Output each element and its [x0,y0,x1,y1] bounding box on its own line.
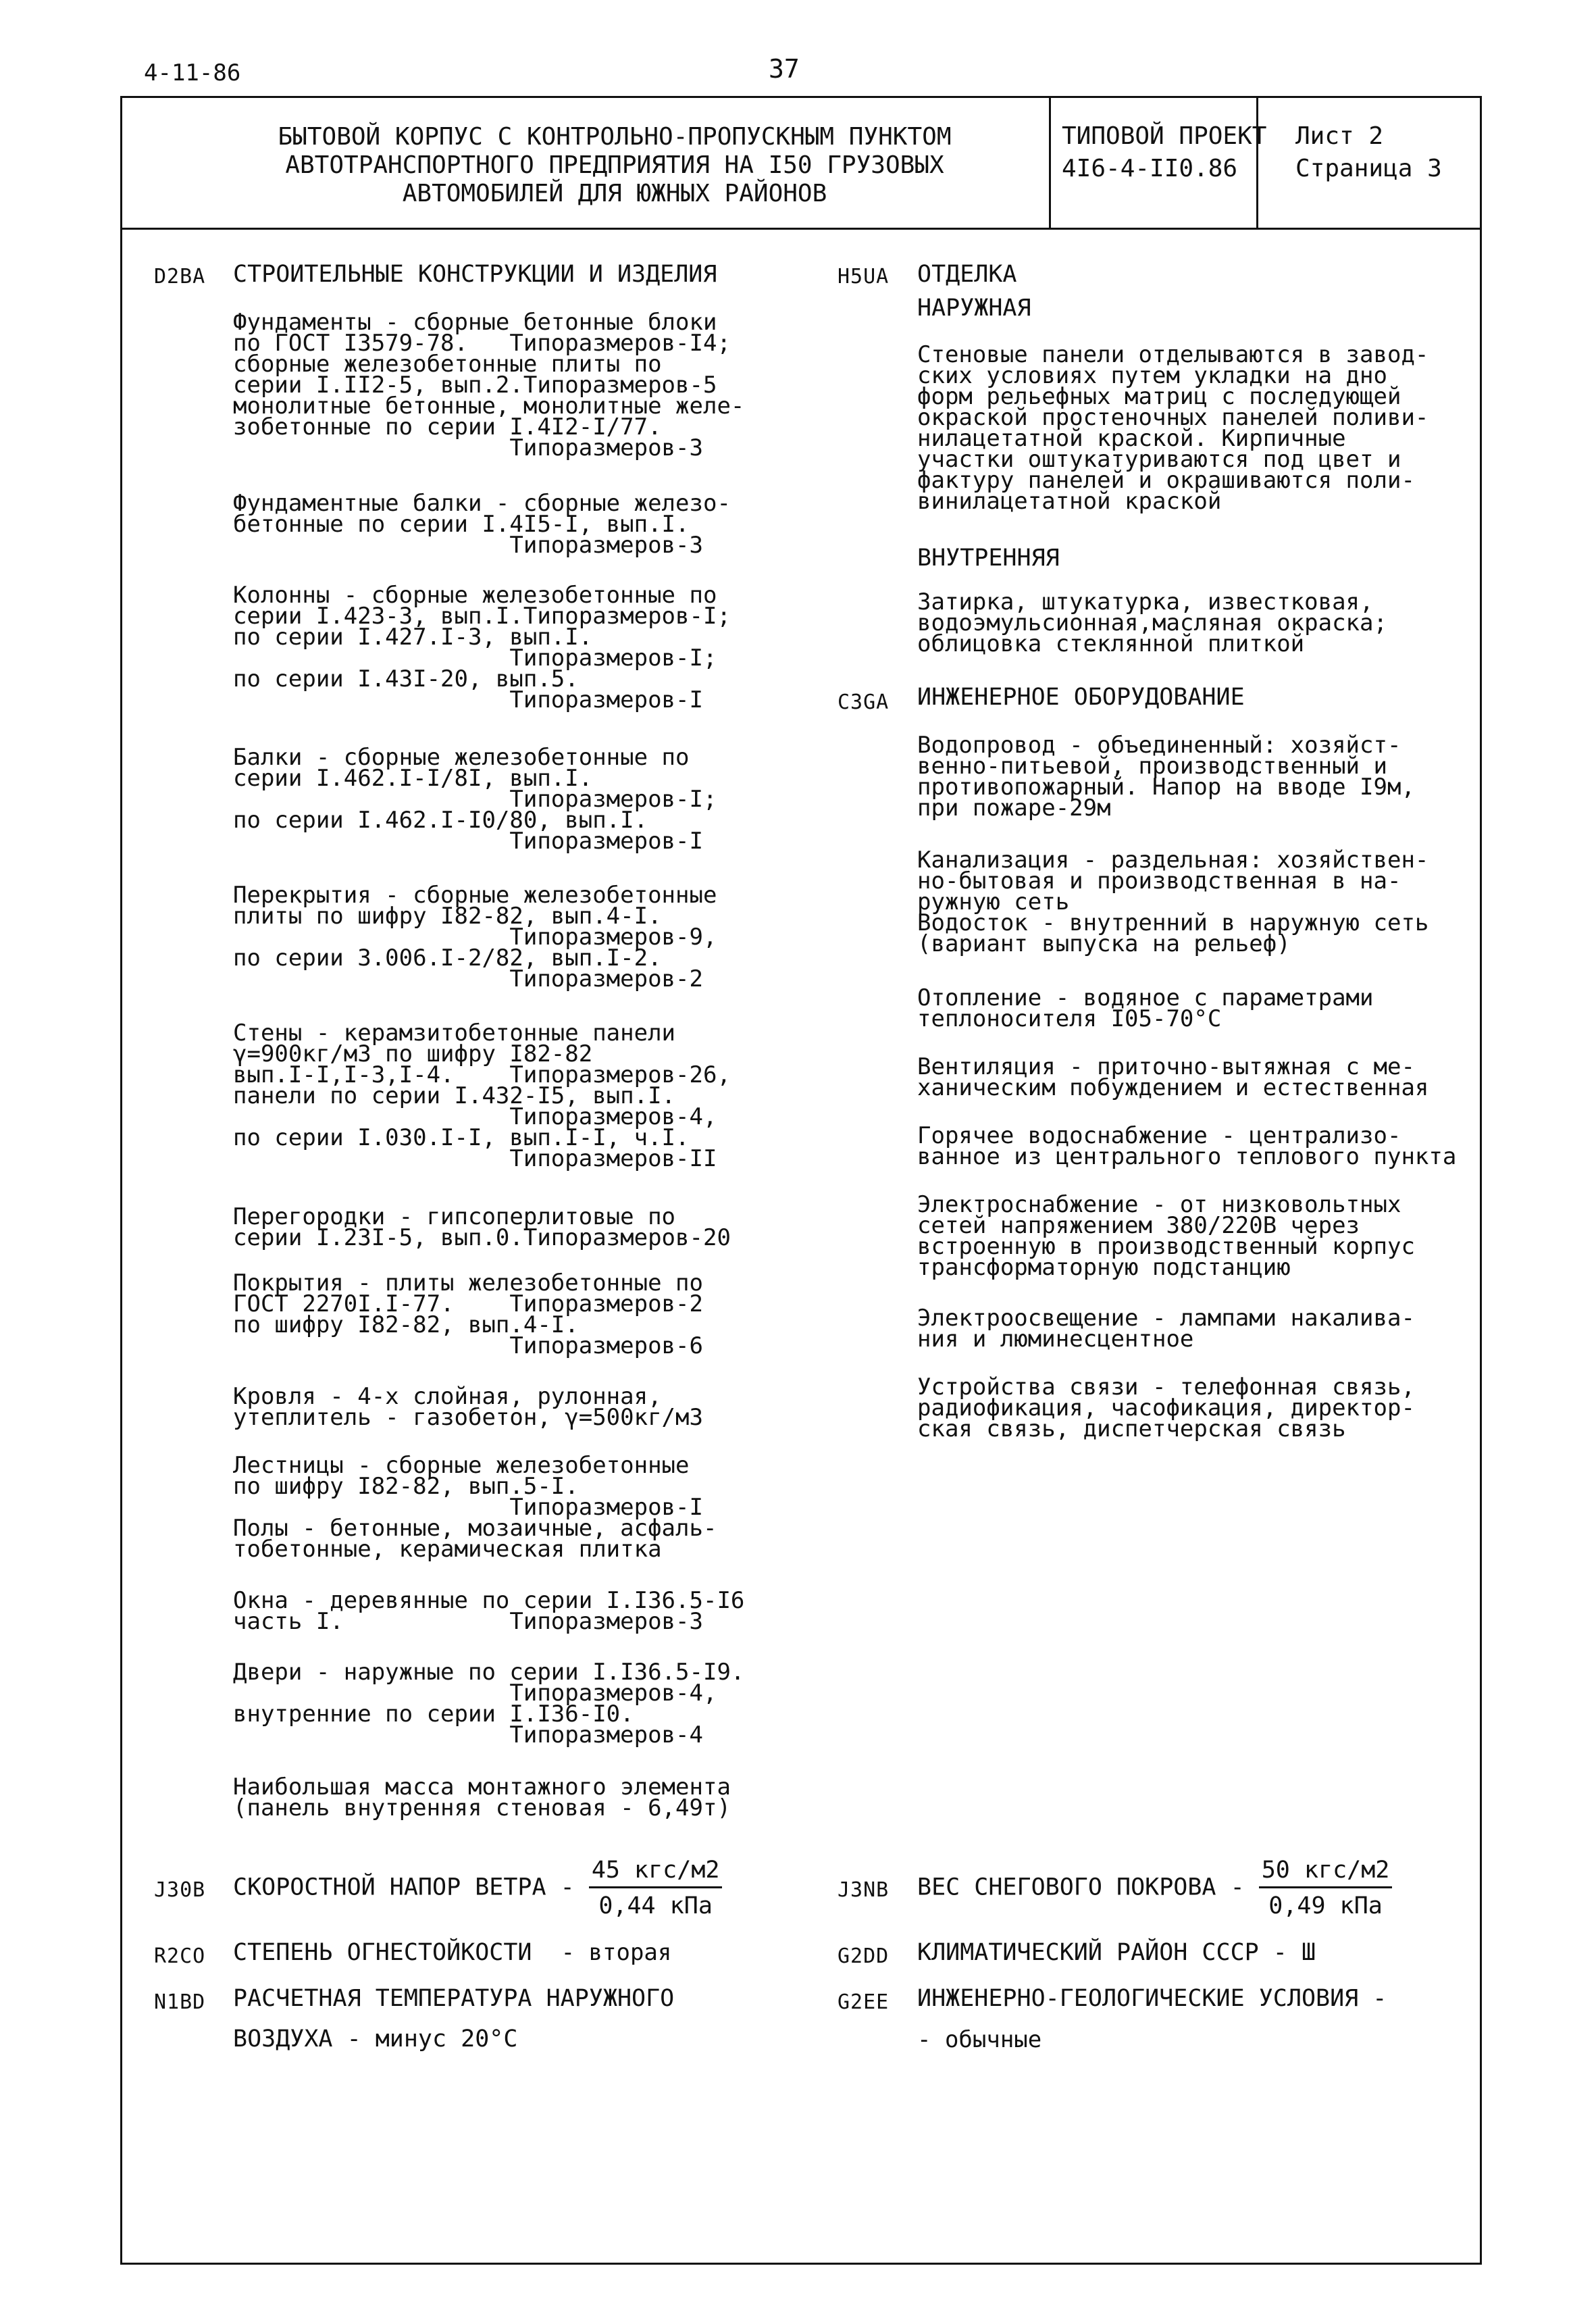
fire-code: R2CO [154,1944,206,1968]
paragraph-ventilation: Вентиляция - приточно-вытяжная с ме- ханическим побуждением и естественная [917,1053,1429,1101]
sheet-cell [1295,120,1442,185]
wind-code: J30B [154,1878,206,1902]
header-divider [120,228,1482,230]
paragraph-lighting: Электроосвещение - лампами накалива- ния и люминесцентное [917,1305,1415,1353]
paragraph-foundations: Фундаменты - сборные бетонные блоки по ГОСТ I3579-78. Типоразмеров-I4; сборные железобетонные плиты по серии I.II2-5, вып.2.Типоразмеров-5 монолитные бетонные, монолитные желе- зобетонные по серии I.4I2-I/77. Типоразмеров-3 [233,309,745,461]
title-line-3: АВТОМОБИЛЕЙ ДЛЯ ЮЖНЫХ РАЙОНОВ [402,180,827,207]
project-cell [1062,120,1266,185]
climate-code: G2DD [838,1944,890,1968]
section-heading-finish: ОТДЕЛКА [917,261,1017,288]
paragraph-columns: Колонны - сборные железобетонные по серии I.423-3, вып.I.Типоразмеров-I; по серии I.427.I-3, вып.I. Типоразмеров-I; по серии I.43I-20, вып.5. Типоразмеров-I [233,582,731,713]
geology-line-1: ИНЖЕНЕРНО-ГЕОЛОГИЧЕСКИЕ УСЛОВИЯ - [917,1985,1387,2012]
geology-code: G2EE [838,1990,890,2014]
paragraph-max-mass: Наибольшая масса монтажного элемента (панель внутренняя стеновая - 6,49т) [233,1774,731,1821]
wind-value-kpa: 0,44 кПа [598,1892,713,1919]
paragraph-sewerage: Канализация - раздельная: хозяйствен- но-бытовая и производственная в на- ружную сеть Водосток - внутренний в наружную сеть (вариант выпуска на рельеф) [917,847,1429,957]
section-heading-constructions: СТРОИТЕЛЬНЫЕ КОНСТРУКЦИИ И ИЗДЕЛИЯ [233,261,717,288]
wind-value-kgs: 45 кгс/м2 [589,1857,723,1888]
paragraph-heating: Отопление - водяное с параметрами теплоносителя I05-70°C [917,984,1374,1032]
wind-label: СКОРОСТНОЙ НАПОР ВЕТРА - [233,1873,575,1901]
document-title [203,123,1027,208]
section-code-finish: H5UA [838,265,890,288]
title-line-2: АВТОТРАНСПОРТНОГО ПРЕДПРИЯТИЯ НА I50 ГРУЗОВЫХ [285,151,944,179]
paragraph-doors: Двери - наружные по серии I.I36.5-I9. Типоразмеров-4, внутренние по серии I.I36-I0. Типоразмеров-4 [233,1659,745,1749]
climate-region: КЛИМАТИЧЕСКИЙ РАЙОН СССР - Ш [917,1939,1316,1966]
paragraph-roofs: Покрытия - плиты железобетонные по ГОСТ 2270I.I-77. Типоразмеров-2 по шифру I82-82, вып.4-I. Типоразмеров-6 [233,1269,703,1359]
snow-value-kpa: 0,49 кПа [1268,1892,1383,1919]
temperature-code: N1BD [154,1990,206,2014]
fire-resistance [233,1939,671,1966]
document-code: 4-11-86 [144,59,241,86]
snow-fraction [1259,1857,1393,1919]
snow-load [917,1857,1392,1919]
finish-outer-label: НАРУЖНАЯ [917,295,1031,322]
paragraph-roofing: Кровля - 4-х слойная, рулонная, утеплитель - газобетон, γ=500кг/м3 [233,1383,703,1431]
paragraph-foundation-beams: Фундаментные балки - сборные железо- бетонные по серии I.4I5-I, вып.I. Типоразмеров-3 [233,490,731,559]
design-temperature-line-1: РАСЧЕТНАЯ ТЕМПЕРАТУРА НАРУЖНОГО [233,1985,675,2012]
geology-line-2: - обычные [917,2026,1042,2053]
paragraph-stairs-floors: Лестницы - сборные железобетонные по шифру I82-82, вып.5-I. Типоразмеров-I Полы - бетонные, мозаичные, асфаль- тобетонные, керамическая плитка [233,1452,717,1563]
wind-load [233,1857,722,1919]
paragraph-water-supply: Водопровод - объединенный: хозяйст- венно-питьевой, производственный и противопожарный. Напор на вводе I9м, при пожаре-29м [917,732,1415,822]
paragraph-power-supply: Электроснабжение - от низковольтных сетей напряжением 380/220В через встроенную в производственный корпус трансформаторную подстанцию [917,1191,1415,1281]
paragraph-hot-water: Горячее водоснабжение - централизо- ванное из центрального теплового пункта [917,1122,1457,1170]
paragraph-slabs: Перекрытия - сборные железобетонные плиты по шифру I82-82, вып.4-I. Типоразмеров-9, по серии 3.006.I-2/82, вып.I-2. Типоразмеров-2 [233,882,717,992]
section-code-engineering: C3GA [838,690,890,714]
paragraph-beams: Балки - сборные железобетонные по серии I.462.I-I/8I, вып.I. Типоразмеров-I; по серии I.462.I-I0/80, вып.I. Типоразмеров-I [233,744,717,855]
section-code-constructions: D2BA [154,265,206,288]
paragraph-walls: Стены - керамзитобетонные панели γ=900кг/м3 по шифру I82-82 вып.I-I,I-3,I-4. Типоразмеров-26, панели по серии I.432-I5, вып.I. Типоразмеров-4, по серии I.030.I-I, вып.I-I, ч.I. Типоразмеров-II [233,1020,731,1172]
fire-value: - вторая [561,1939,672,1966]
paragraph-partitions: Перегородки - гипсоперлитовые по серии I.23I-5, вып.0.Типоразмеров-20 [233,1203,731,1251]
header-col-divider-1 [1049,96,1051,228]
section-heading-engineering: ИНЖЕНЕРНОЕ ОБОРУДОВАНИЕ [917,684,1245,711]
sheet-page: Страница 3 [1295,155,1442,182]
project-label: ТИПОВОЙ ПРОЕКТ [1062,122,1267,150]
project-number: 4I6-4-II0.86 [1062,155,1238,182]
snow-label: ВЕС СНЕГОВОГО ПОКРОВА - [917,1873,1245,1901]
fire-label: СТЕПЕНЬ ОГНЕСТОЙКОСТИ [233,1939,532,1966]
paragraph-inner-finish: Затирка, штукатурка, известковая, водоэмульсионная,масляная окраска; облицовка стеклянной плиткой [917,588,1387,657]
sheet-number: Лист 2 [1295,122,1384,150]
finish-inner-label: ВНУТРЕННЯЯ [917,545,1060,572]
snow-value-kgs: 50 кгс/м2 [1259,1857,1393,1888]
paragraph-outer-finish: Стеновые панели отделываются в завод- ских условиях путем укладки на дно форм рельефных матриц с последующей окраской простеночных панелей поливи- нилацетатной краской. Кирпичные участки оштукатуриваются под цвет и фактуру панелей и окрашиваются поли- винилацетатной краской [917,341,1429,515]
snow-code: J3NB [838,1878,890,1902]
wind-fraction [589,1857,723,1919]
design-temperature-line-2: ВОЗДУХА - минус 20°C [233,2026,518,2053]
paragraph-communications: Устройства связи - телефонная связь, радиофикация, часофикация, директор- ская связь, диспетчерская связь [917,1374,1415,1442]
page-number: 37 [769,54,800,84]
title-line-1: БЫТОВОЙ КОРПУС С КОНТРОЛЬНО-ПРОПУСКНЫМ ПУНКТОМ [278,123,952,151]
paragraph-windows: Окна - деревянные по серии I.I36.5-I6 часть I. Типоразмеров-3 [233,1587,745,1635]
